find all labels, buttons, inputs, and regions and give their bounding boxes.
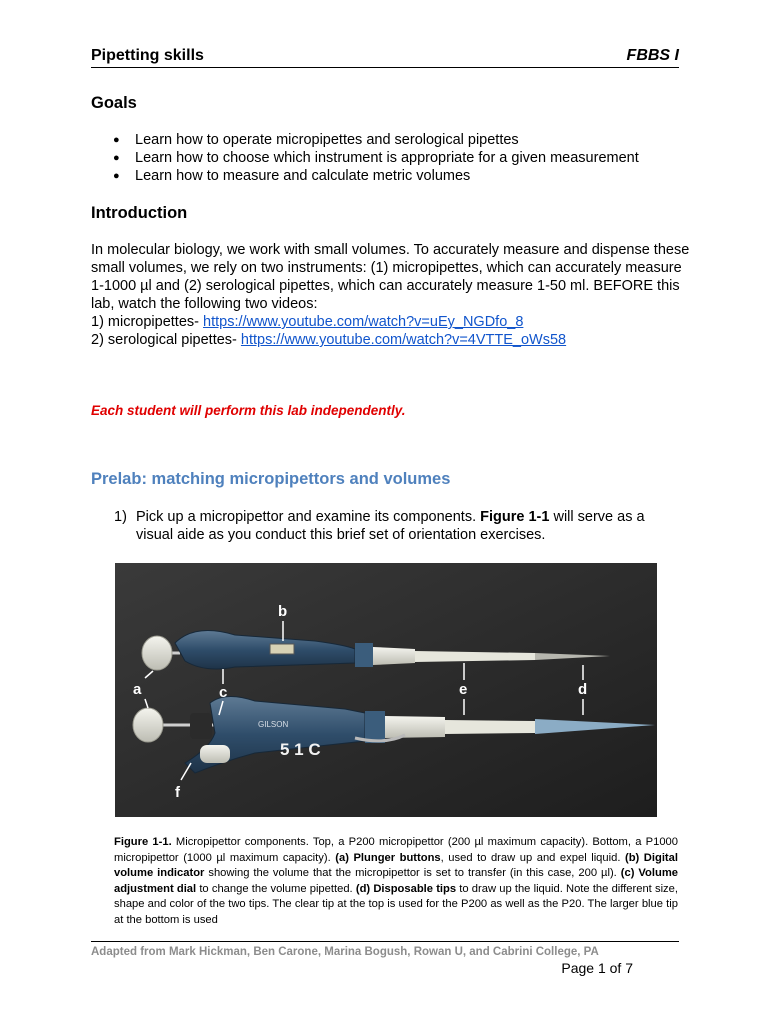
serological-video-link[interactable]: https://www.youtube.com/watch?v=4VTTE_oWs58 [240, 332, 567, 348]
video-line-2 [91, 331, 691, 349]
pipette-tag: 5 1 C [280, 740, 321, 759]
list-item: ● Learn how to measure and calculate metric volumes [91, 167, 639, 185]
label-f: f [175, 784, 180, 801]
figure-caption [114, 835, 678, 929]
page-footer [91, 941, 679, 976]
page-number: Page 1 of 7 [561, 960, 633, 976]
goals-heading: Goals [91, 94, 137, 112]
list-item: ● Learn how to operate micropipettes and serological pipettes [91, 131, 639, 149]
video-1-prefix: 1) micropipettes- [91, 314, 204, 330]
caption-volume-indicator: (b) Digital volume indicator [114, 851, 678, 880]
video-2-prefix: 2) serological pipettes- [91, 332, 241, 348]
introduction-body [91, 241, 691, 349]
step-text [114, 508, 674, 544]
list-item: ● Learn how to choose which instrument is appropriate for a given measurement [91, 149, 639, 167]
caption-text: , used to draw up and expel liquid. [440, 851, 625, 864]
caption-text: Micropipettor components. Top, a P200 micropipettor (200 µl maximum capacity). Bottom, a P1000 micropipettor (1000 µl maximum capacity). [114, 836, 678, 864]
prelab-heading: Prelab: matching micropipettors and volumes [91, 470, 451, 488]
label-c: c [219, 684, 228, 701]
header-course: FBBS I [626, 47, 679, 64]
caption-tips: (d) Disposable tips [355, 882, 457, 895]
step-number: 1) [114, 509, 127, 525]
header-title: Pipetting skills [91, 47, 204, 64]
caption-plunger: (a) Plunger buttons [335, 851, 441, 864]
goals-list [91, 131, 639, 185]
micropipettor-illustration [115, 563, 657, 817]
micropipettes-video-link[interactable]: https://www.youtube.com/watch?v=uEy_NGDfo_8 [203, 314, 524, 330]
caption-text: to draw up the liquid. Note the different size, shape and color of the two tips. The clear tip at the top is used for the P200 as well as the P20. The larger blue tip at the bottom is used [114, 882, 678, 926]
label-d: d [578, 681, 588, 698]
independent-warning: Each student will perform this lab independently. [91, 403, 406, 418]
step-1 [114, 508, 674, 544]
introduction-paragraph: In molecular biology, we work with small volumes. To accurately measure and dispense these small volumes, we rely on two instruments: (1) micropipettes, which can accurately measure 1-1000 µl and (2) serological pipettes, which can accurately measure 1-50 ml. BEFORE this lab, watch the following two videos: [91, 242, 690, 312]
page-header [91, 47, 679, 68]
step-text-a: Pick up a micropipettor and examine its components. [136, 509, 481, 525]
caption-figure-label: Figure 1-1. [114, 836, 172, 848]
caption-adjustment-dial: (c) Volume adjustment dial [114, 867, 679, 895]
micropipettor-photo [115, 563, 657, 817]
video-line-1 [91, 313, 691, 331]
brand-label: GILSON [258, 720, 289, 729]
label-a: a [133, 681, 142, 698]
footer-credit: Adapted from Mark Hickman, Ben Carone, Marina Bogush, Rowan U, and Cabrini College, PA [91, 946, 599, 958]
step-text-c: will serve as a visual aide as you conduct this brief set of orientation exercises. [136, 509, 645, 543]
figure-reference: Figure 1-1 [480, 509, 550, 525]
caption-text: to change the volume pipetted. [196, 882, 356, 895]
label-b: b [278, 603, 288, 620]
introduction-heading: Introduction [91, 204, 188, 222]
caption-text: showing the volume that the micropipettor is set to transfer (in this case, 200 µl). [204, 867, 621, 880]
label-e: e [459, 681, 468, 698]
